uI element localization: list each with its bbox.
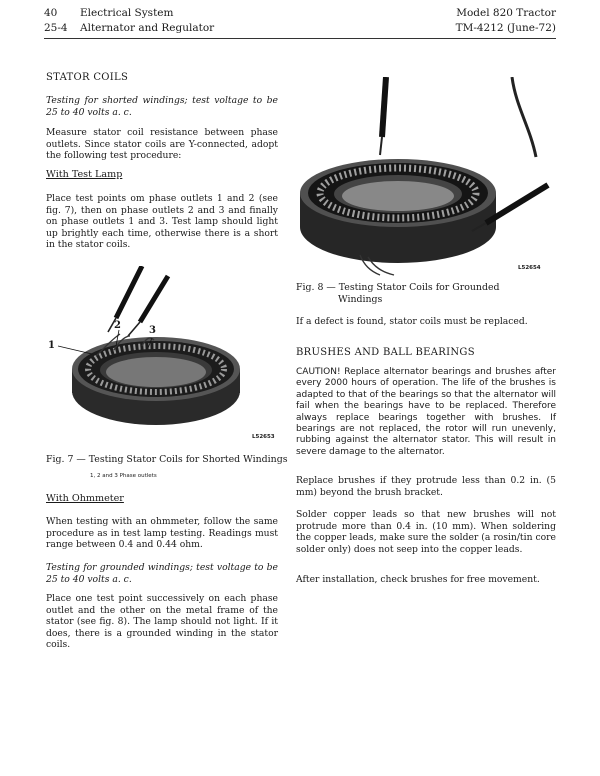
fig8-caption-line2: Windings [338, 294, 383, 305]
caution-text: CAUTION! Replace alternator bearings and brushes after every 2000 hours of operation. The life of the brushes is adapted to that of the bearings so that the alternator will fail when the bearings have to be replaced. Therefore always replace bearings together with brushes. If bearings are not replaced, the rotor will run unevenly, rubbing against the alternator stator. This will result in severe damage to the alternator. [296, 367, 556, 457]
header-system: Electrical System [80, 7, 174, 19]
fig7-callout-2: 2 [114, 320, 121, 331]
test-lamp-heading: With Test Lamp [46, 169, 123, 180]
brushes-title: BRUSHES AND BALL BEARINGS [296, 347, 475, 358]
fig7-code: L52653 [252, 434, 275, 440]
header-rule [44, 38, 556, 39]
brush-text: Replace brushes if they protrude less than 0.2 in. (5 mm) beyond the brush bracket. [296, 475, 556, 498]
after-text: After installation, check brushes for free movement. [296, 574, 540, 585]
grounded-test-text: Place one test point successively on each phase outlet and the other on the metal frame of the stator (see fig. 8). The lamp should not light. If it does, there is a grounded winding in the stator coils. [46, 593, 278, 651]
grounded-test-spec: Testing for grounded windings; test voltage to be 25 to 40 volts a. c. [46, 562, 278, 585]
ohmmeter-heading: With Ohmmeter [46, 493, 124, 504]
fig8-code: L52654 [518, 265, 541, 271]
ohmmeter-text: When testing with an ohmmeter, follow the same procedure as in test lamp testing. Readings must range between 0.4 and 0.44 ohm. [46, 516, 278, 551]
stator-coils-title: STATOR COILS [46, 72, 129, 83]
stator-intro: Measure stator coil resistance between phase outlets. Since stator coils are Y-connected, adopt the following test procedure: [46, 127, 278, 162]
fig7-callout-1: 1 [48, 340, 55, 351]
fig8-caption-line1: Fig. 8 — Testing Stator Coils for Grounded [296, 282, 500, 293]
test-lamp-text: Place test points om phase outlets 1 and 2 (see fig. 7), then on phase outlets 2 and 3 and finally on phase outlets 1 and 3. Test lamp should light up brightly each time, otherwise there is a short in the stator coils. [46, 193, 278, 251]
header-model: Model 820 Tractor [456, 7, 556, 19]
shorted-test-spec: Testing for shorted windings; test voltage to be 25 to 40 volts a. c. [46, 95, 278, 118]
fig8-photo [290, 77, 556, 277]
fig7-caption: Fig. 7 — Testing Stator Coils for Shorted Windings [46, 454, 288, 465]
defect-text: If a defect is found, stator coils must be replaced. [296, 316, 528, 327]
solder-text: Solder copper leads so that new brushes will not protrude more than 0.4 in. (10 mm). When soldering the copper leads, make sure the solder (a rosin/tin core solder only) does not seep into the copper leads. [296, 509, 556, 555]
fig7-photo [56, 266, 288, 452]
header-subsystem: Alternator and Regulator [80, 22, 215, 34]
fig7-callout-3: 3 [149, 325, 156, 336]
page-number: 40 [44, 7, 58, 19]
section-code: 25-4 [44, 22, 68, 34]
fig7-note: 1, 2 and 3 Phase outlets [90, 473, 157, 479]
header-manual: TM-4212 (June-72) [455, 22, 556, 34]
